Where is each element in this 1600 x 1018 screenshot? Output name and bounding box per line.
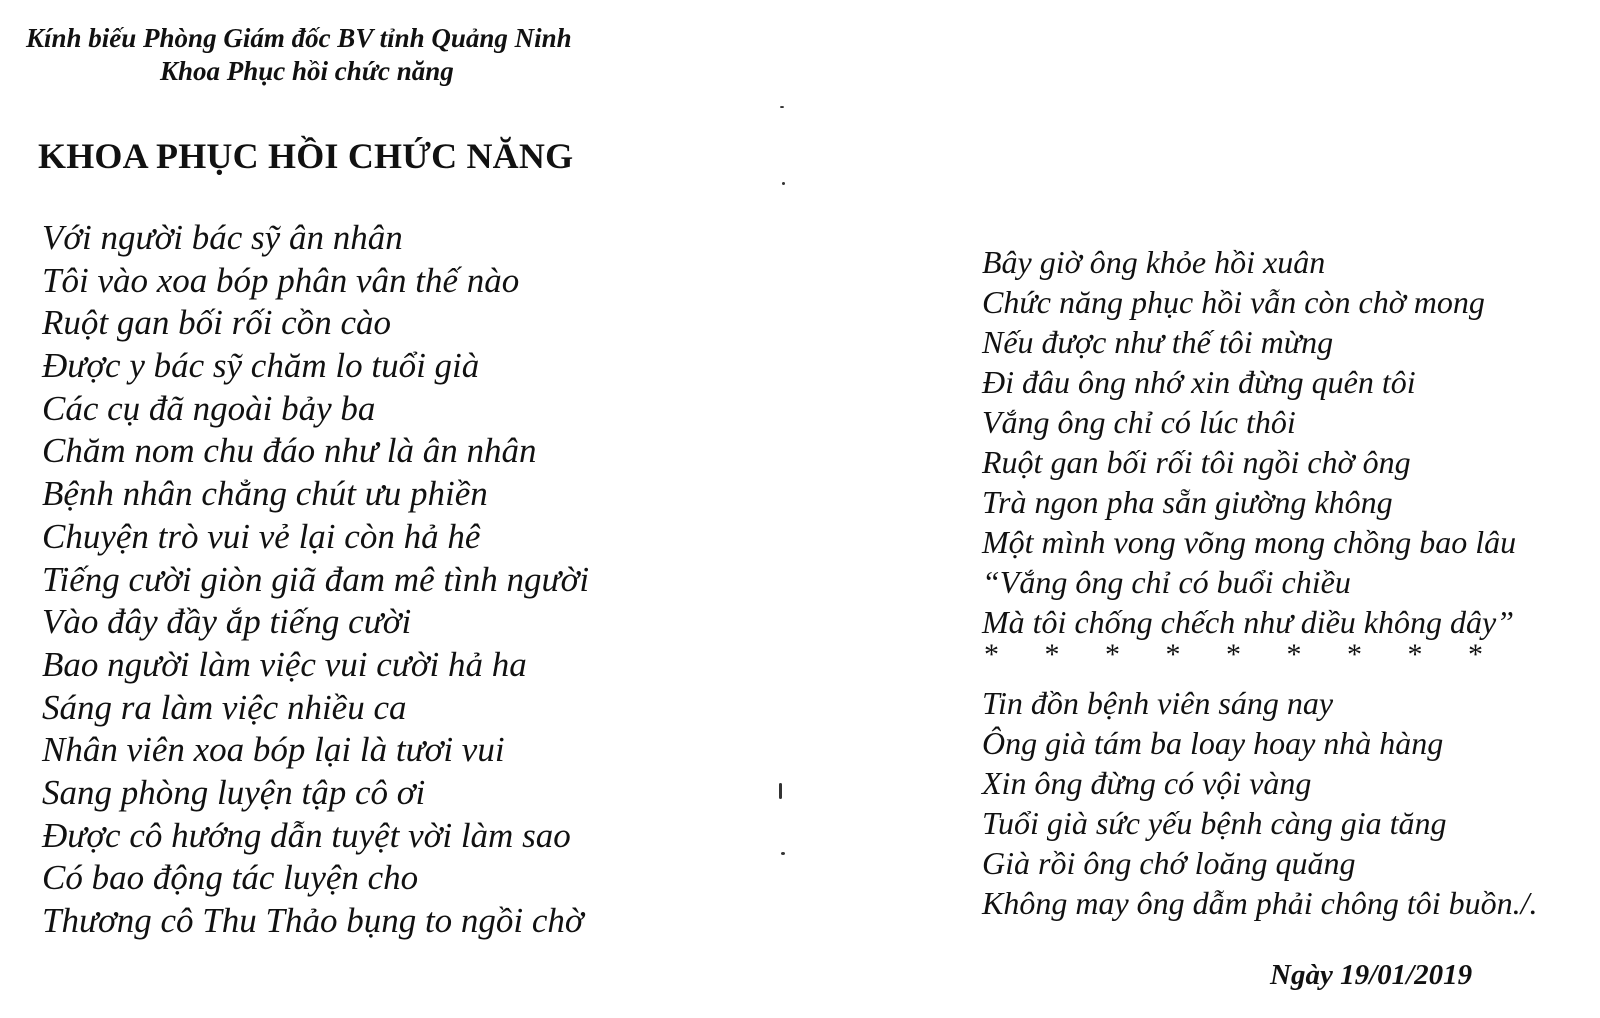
poem-line: Chức năng phục hồi vẫn còn chờ mong [982,284,1485,320]
poem-line: Thương cô Thu Thảo bụng to ngồi chờ [42,901,584,940]
scan-speck [782,182,785,185]
poem-line: Các cụ đã ngoài bảy ba [42,388,376,428]
poem-line: Tiếng cười giòn giã đam mê tình người [42,559,590,599]
poem-line: Nhân viên xoa bóp lại là tươi vui [42,730,505,770]
poem-line: Bệnh nhân chẳng chút ưu phiền [42,474,488,514]
poem-line: Sáng ra làm việc nhiều ca [42,687,407,727]
poem-line: Được cô hướng dẫn tuyệt vời làm sao [42,815,571,855]
poem-line: Chăm nom chu đáo như là ân nhân [42,431,537,471]
scan-speck [779,783,782,799]
poem-line: Mà tôi chống chếch như diều không dây” [982,604,1514,640]
poem-line: Ông già tám ba loay hoay nhà hàng [982,725,1444,761]
poem-line: Tin đồn bệnh viên sáng nay [982,685,1334,721]
signature-date: Ngày 19/01/2019 [1270,959,1473,991]
poem-line: Chuyện trò vui vẻ lại còn hả hê [42,516,481,556]
poem-line: Ruột gan bối rối cồn cào [42,303,391,343]
poem-line: Đi đâu ông nhớ xin đừng quên tôi [982,364,1416,400]
poem-line: Vào đây đầy ắp tiếng cười [42,602,412,642]
poem-line: Nếu được như thế tôi mừng [982,324,1334,360]
poem-line: Xin ông đừng có vội vàng [982,765,1312,801]
poem-line: Trà ngon pha sẵn giường không [982,484,1393,520]
poem-line: Không may ông dẫm phải chông tôi buồn./. [982,885,1538,921]
poem-line: Vắng ông chỉ có lúc thôi [982,404,1296,440]
page-title: KHOA PHỤC HỒI CHỨC NĂNG [38,136,574,176]
scan-speck [780,106,784,108]
poem-line: Với người bác sỹ ân nhân [42,218,403,257]
poem-line: Tuổi già sức yếu bệnh càng gia tăng [982,805,1447,841]
poem-line: Bây giờ ông khỏe hồi xuân [982,244,1326,280]
poem-line: Già rồi ông chớ loăng quăng [982,845,1356,881]
poem-line: Sang phòng luyện tập cô ơi [42,772,426,812]
poem-line: Ruột gan bối rối tôi ngồi chờ ông [982,444,1411,480]
department-line: Khoa Phục hồi chức năng [160,56,454,86]
poem-line: Có bao động tác luyện cho [42,858,419,898]
poem-right-stanza-2 [982,683,1538,923]
poem-line: Được y bác sỹ chăm lo tuổi già [42,346,480,386]
scan-speck [781,852,785,855]
poem-right-stanza-1 [982,242,1516,642]
stanza-separator: * * * * * * * * * [984,638,1502,671]
poem-line: Một mình vong võng mong chồng bao lâu [982,524,1517,560]
poem-line: Tôi vào xoa bóp phân vân thế nào [42,260,520,300]
poem-line: “Vắng ông chỉ có buổi chiều [982,564,1351,600]
poem-left-column [42,217,589,943]
poem-line: Bao người làm việc vui cười hả ha [42,644,527,684]
dedication-line: Kính biếu Phòng Giám đốc BV tỉnh Quảng Ninh [26,23,572,53]
